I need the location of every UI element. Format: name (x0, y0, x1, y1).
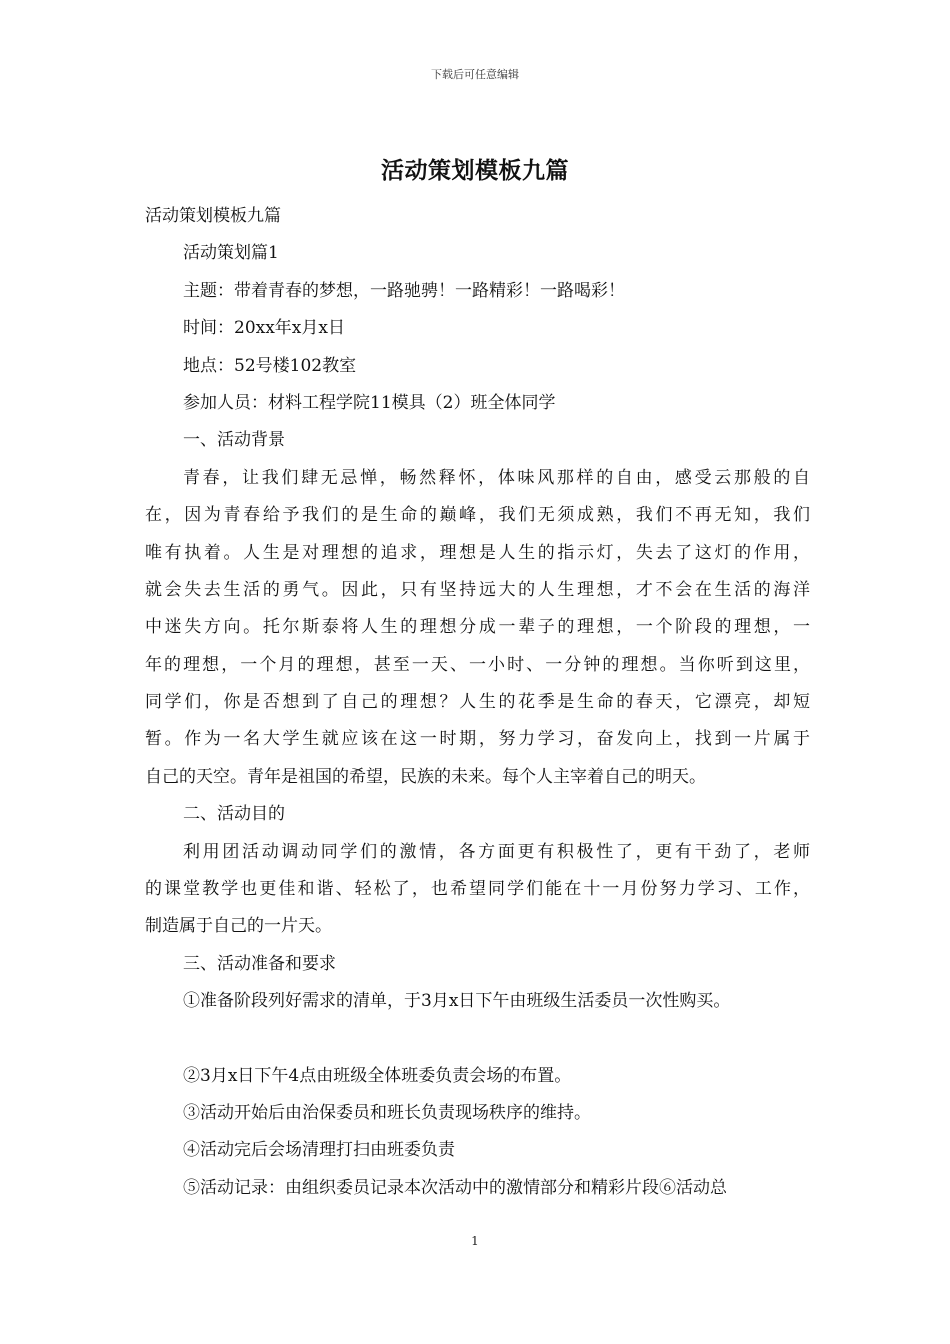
paragraph-line: 在，因为青春给予我们的是生命的巅峰，我们无须成熟，我们不再无知，我们 (145, 505, 810, 526)
page-number: 1 (471, 1234, 479, 1248)
document-body (145, 198, 810, 1207)
paragraph-line: 的课堂教学也更佳和谐、轻松了，也希望同学们能在十一月份努力学习、工作， (145, 879, 810, 900)
paragraph-line: 唯有执着。人生是对理想的追求，理想是人生的指示灯，失去了这灯的作用， (145, 542, 810, 563)
paragraph-line: 同学们，你是否想到了自己的理想？人生的花季是生命的春天，它漂亮，却短 (145, 692, 810, 713)
heading-preparation: 三、活动准备和要求 (183, 953, 336, 974)
header-note: 下载后可任意编辑 (431, 68, 519, 81)
heading-background: 一、活动背景 (183, 430, 285, 451)
document-title: 活动策划模板九篇 (381, 157, 569, 184)
paragraph-line: 年的理想，一个月的理想，甚至一天、一小时、一分钟的理想。当你听到这里， (145, 654, 810, 675)
list-item: ①准备阶段列好需求的清单，于3月x日下午由班级生活委员一次性购买。 (183, 991, 731, 1012)
time-line: 时间：20xx年x月x日 (183, 318, 345, 339)
paragraph-line: 青春，让我们肆无忌惮，畅然释怀，体味风那样的自由，感受云那般的自 (183, 467, 810, 488)
paragraph-line: 制造属于自己的一片天。 (145, 916, 332, 937)
paragraph-line: 暂。作为一名大学生就应该在这一时期，努力学习，奋发向上，找到一片属于 (145, 729, 810, 750)
paragraph-background (145, 460, 810, 797)
subtitle: 活动策划模板九篇 (145, 206, 281, 226)
list-item: ⑤活动记录：由组织委员记录本次活动中的激情部分和精彩片段⑥活动总 (183, 1177, 727, 1198)
paragraph-line: 就会失去生活的勇气。因此，只有坚持远大的人生理想，才不会在生活的海洋 (145, 579, 810, 600)
paragraph-line: 利用团活动调动同学们的激情，各方面更有积极性了，更有干劲了，老师 (183, 841, 810, 862)
heading-purpose: 二、活动目的 (183, 804, 285, 825)
theme-line: 主题：带着青春的梦想，一路驰骋！一路精彩！一路喝彩！ (183, 280, 625, 301)
list-item: ③活动开始后由治保委员和班长负责现场秩序的维持。 (183, 1102, 591, 1123)
list-item: ②3月x日下午4点由班级全体班委负责会场的布置。 (183, 1065, 572, 1086)
list-item: ④活动完后会场清理打扫由班委负责 (183, 1140, 455, 1161)
place-line: 地点：52号楼102教室 (183, 355, 357, 376)
participants-line: 参加人员：材料工程学院11模具（2）班全体同学 (183, 392, 556, 413)
paragraph-line: 自己的天空。青年是祖国的希望，民族的未来。每个人主宰着自己的明天。 (145, 766, 706, 787)
paragraph-purpose (145, 834, 810, 946)
section-title: 活动策划篇1 (183, 243, 279, 264)
paragraph-line: 中迷失方向。托尔斯泰将人生的理想分成一辈子的理想，一个阶段的理想，一 (145, 617, 810, 638)
blank-gap (145, 1021, 810, 1058)
